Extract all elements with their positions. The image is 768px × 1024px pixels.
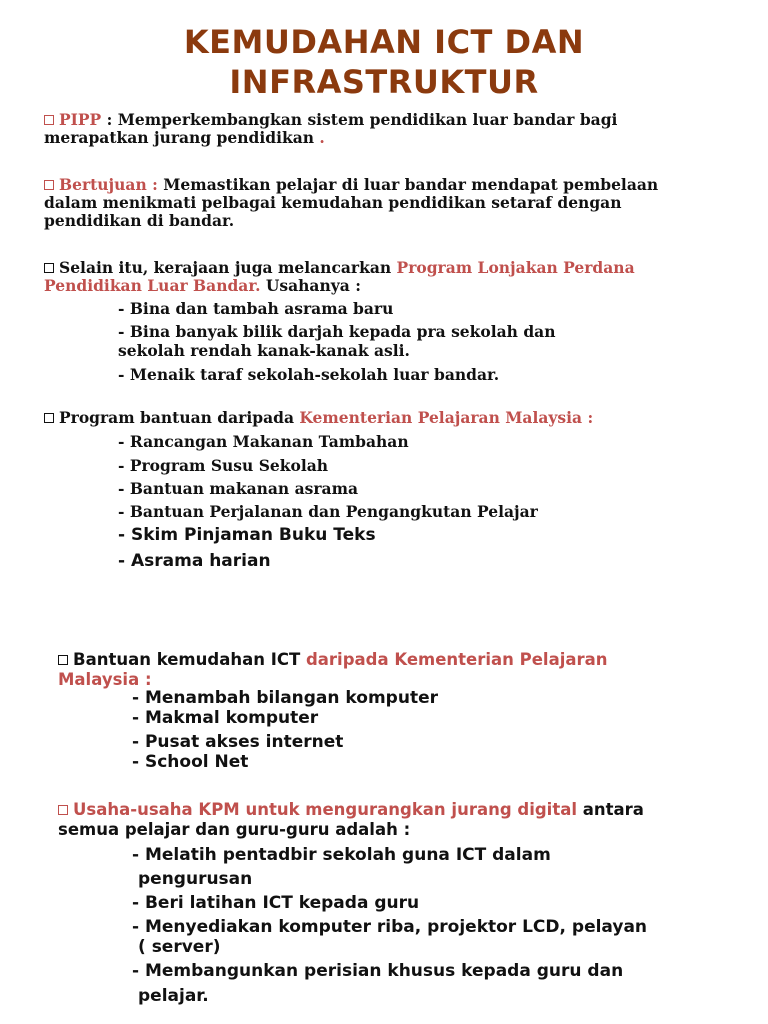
bantuan-item-4: - Bantuan Perjalanan dan Pengangkutan Pelajar: [118, 502, 538, 521]
checkbox-bullet-icon: [58, 655, 68, 665]
ict-item-4: - School Net: [132, 752, 249, 772]
usaha-red-1: Usaha-usaha KPM untuk mengurangkan jurang digital: [73, 800, 577, 819]
bantuan-item-6: - Asrama harian: [118, 551, 271, 571]
selain-text-2: Usahanya :: [260, 276, 361, 295]
bertujuan-text-2: dalam menikmati pelbagai kemudahan pendidikan setaraf dengan: [44, 193, 622, 212]
usaha-item-4-cont: pelajar.: [138, 986, 209, 1006]
usaha-item-1: - Melatih pentadbir sekolah guna ICT dalam: [132, 845, 551, 865]
ict-red-1: daripada Kementerian Pelajaran: [305, 650, 608, 669]
usaha-item-4: - Membangunkan perisian khusus kepada guru dan: [132, 961, 624, 981]
title-line-1: KEMUDAHAN ICT DAN: [183, 23, 585, 61]
bertujuan-text-3: pendidikan di bandar.: [44, 211, 235, 230]
usaha-item-3-cont: ( server): [138, 937, 221, 957]
selain-item-3: - Menaik taraf sekolah-sekolah luar bandar.: [118, 365, 500, 384]
pipp-dot: .: [319, 128, 325, 147]
bantuan-item-1: - Rancangan Makanan Tambahan: [118, 432, 409, 451]
pipp-text-2: merapatkan jurang pendidikan: [44, 128, 320, 147]
pipp-text-1: : Memperkembangkan sistem pendidikan luar bandar bagi: [101, 110, 618, 129]
ict-red-2: Malaysia :: [58, 670, 152, 689]
selain-item-2-cont: sekolah rendah kanak-kanak asli.: [118, 341, 410, 360]
bantuan-text-1: Program bantuan daripada: [59, 408, 300, 427]
bertujuan-text-1: Memastikan pelajar di luar bandar mendapat pembelaan: [157, 175, 659, 194]
bantuan-red-1: Kementerian Pelajaran Malaysia :: [299, 408, 594, 427]
usaha-item-3: - Menyediakan komputer riba, projektor LCD, pelayan: [132, 917, 648, 937]
checkbox-bullet-icon: [44, 263, 54, 273]
bantuan-item-2: - Program Susu Sekolah: [118, 456, 329, 475]
checkbox-bullet-icon: [58, 805, 68, 815]
checkbox-bullet-icon: [44, 115, 54, 125]
ict-item-3: - Pusat akses internet: [132, 732, 344, 752]
page-title: [0, 22, 768, 102]
usaha-item-2: - Beri latihan ICT kepada guru: [132, 893, 420, 913]
selain-red-1: Program Lonjakan Perdana: [396, 258, 635, 277]
selain-item-2: - Bina banyak bilik darjah kepada pra sekolah dan: [118, 322, 556, 341]
selain-paragraph: [44, 259, 635, 295]
ict-paragraph: [58, 650, 608, 690]
checkbox-bullet-icon: [44, 413, 54, 423]
bantuan-item-3: - Bantuan makanan asrama: [118, 479, 359, 498]
pipp-paragraph: [44, 111, 617, 147]
selain-text-1: Selain itu, kerajaan juga melancarkan: [59, 258, 397, 277]
title-line-2: INFRASTRUKTUR: [229, 63, 539, 101]
usaha-item-1-cont: pengurusan: [138, 869, 253, 889]
ict-item-1: - Menambah bilangan komputer: [132, 688, 438, 708]
checkbox-bullet-icon: [44, 180, 54, 190]
usaha-paragraph: [58, 800, 644, 840]
pipp-label: PIPP: [59, 110, 102, 129]
ict-text-1: Bantuan kemudahan ICT: [73, 650, 306, 669]
usaha-text-2: semua pelajar dan guru-guru adalah :: [58, 820, 411, 839]
selain-item-1: - Bina dan tambah asrama baru: [118, 299, 394, 318]
bertujuan-label: Bertujuan :: [59, 175, 158, 194]
bertujuan-paragraph: [44, 176, 658, 230]
usaha-text-1: antara: [577, 800, 644, 819]
selain-red-2: Pendidikan Luar Bandar.: [44, 276, 261, 295]
bantuan-item-5: - Skim Pinjaman Buku Teks: [118, 525, 376, 545]
ict-item-2: - Makmal komputer: [132, 708, 319, 728]
bantuan-paragraph: [44, 409, 593, 427]
